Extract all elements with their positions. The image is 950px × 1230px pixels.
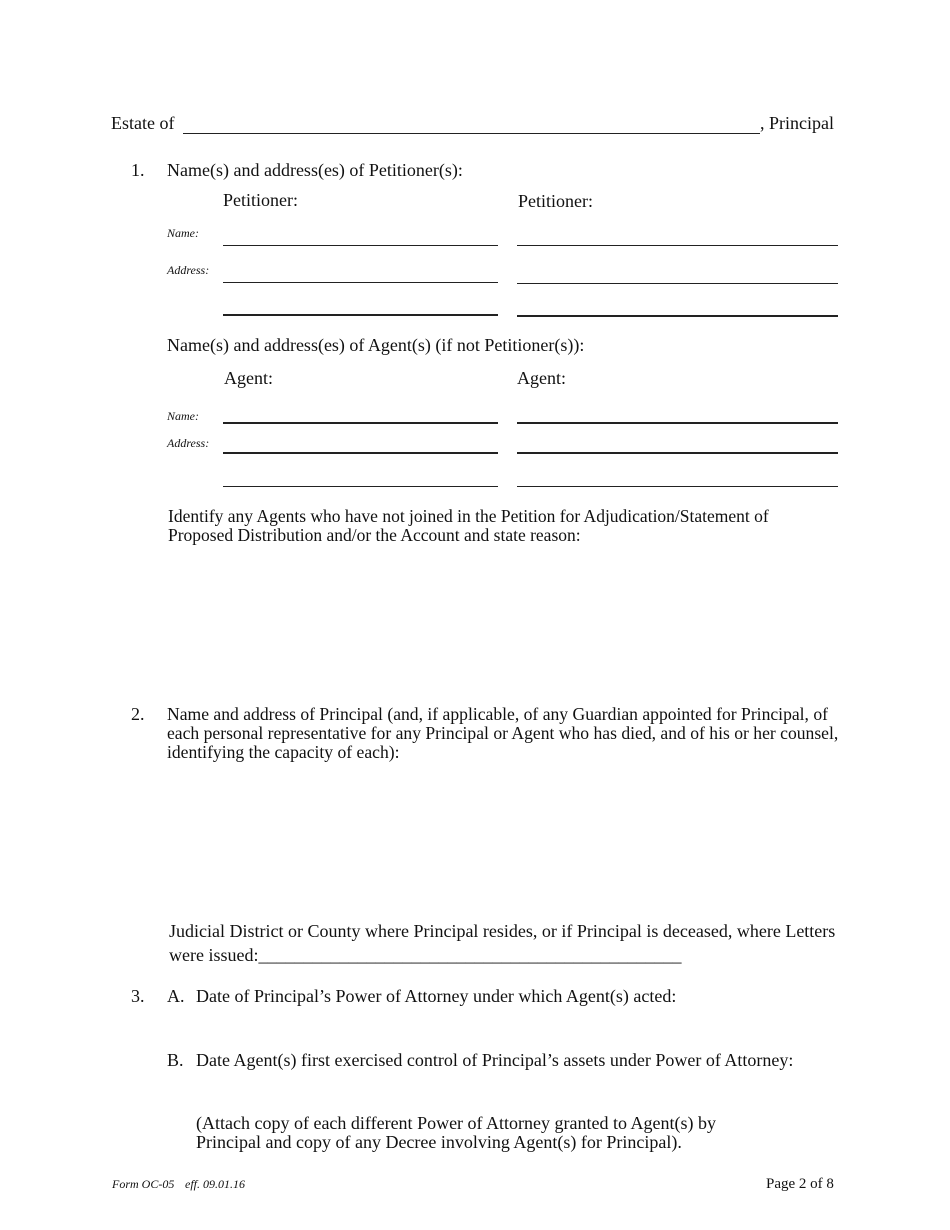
agent-1-name-field[interactable] (223, 422, 498, 424)
section-2-number: 2. (131, 704, 145, 724)
agent-2-name-field[interactable] (517, 422, 838, 424)
section-1-heading: Name(s) and address(es) of Petitioner(s): (167, 160, 463, 180)
agent-2-address-field[interactable] (517, 452, 838, 454)
form-effective-date: eff. 09.01.16 (185, 1177, 245, 1191)
form-id: Form OC-05 (112, 1177, 175, 1191)
petitioner-address-label: Address: (167, 263, 210, 277)
section-3-number: 3. (131, 986, 145, 1006)
agent-address-label: Address: (167, 436, 210, 450)
agent-label-right: Agent: (517, 368, 566, 388)
agent-heading: Name(s) and address(es) of Agent(s) (if not Petitioner(s)): (167, 335, 585, 355)
petitioner-label-right: Petitioner: (518, 191, 593, 211)
page-number: Page 2 of 8 (766, 1176, 834, 1192)
judicial-district-line1: Judicial District or County where Principal resides, or if Principal is deceased, where Letters (169, 921, 836, 941)
agent-name-label: Name: (167, 409, 199, 423)
petitioner-2-name-field[interactable] (517, 245, 838, 246)
section-1-number: 1. (131, 160, 145, 180)
petitioner-1-name-field[interactable] (223, 245, 498, 246)
section-3b-text: Date Agent(s) first exercised control of Principal’s assets under Power of Attorney: (196, 1050, 794, 1070)
principal-suffix: , Principal (760, 113, 834, 133)
judicial-district-line2: were issued:_______________________________________________ (169, 945, 682, 965)
agent-1-address-field-2[interactable] (223, 486, 498, 487)
petitioner-name-label: Name: (167, 226, 199, 240)
agent-label-left: Agent: (224, 368, 273, 388)
petitioner-1-address-field-2[interactable] (223, 314, 498, 316)
petitioner-2-address-field-2[interactable] (517, 315, 838, 317)
section-3a-label: A. (167, 986, 185, 1006)
identify-agents-text: Identify any Agents who have not joined in the Petition for Adjudication/Statement of Proposed Distribution and/or the Account and state reason: (168, 506, 769, 545)
attach-copy-text: (Attach copy of each different Power of Attorney granted to Agent(s) by Principal and copy of any Decree involving Agent(s) for Principal). (196, 1113, 717, 1152)
agent-2-address-field-2[interactable] (517, 486, 838, 487)
estate-of-label: Estate of (111, 113, 175, 133)
section-3a-text: Date of Principal’s Power of Attorney under which Agent(s) acted: (196, 986, 677, 1006)
section-2-text: Name and address of Principal (and, if applicable, of any Guardian appointed for Principal, of each personal representative for any Principal or Agent who has died, and of his or her counsel, identifying the capacity of each): (167, 704, 839, 762)
petitioner-label-left: Petitioner: (223, 190, 298, 210)
section-3b-label: B. (167, 1050, 184, 1070)
estate-name-field[interactable] (183, 133, 760, 134)
petitioner-2-address-field[interactable] (517, 283, 838, 284)
petitioner-1-address-field[interactable] (223, 282, 498, 283)
agent-1-address-field[interactable] (223, 452, 498, 454)
